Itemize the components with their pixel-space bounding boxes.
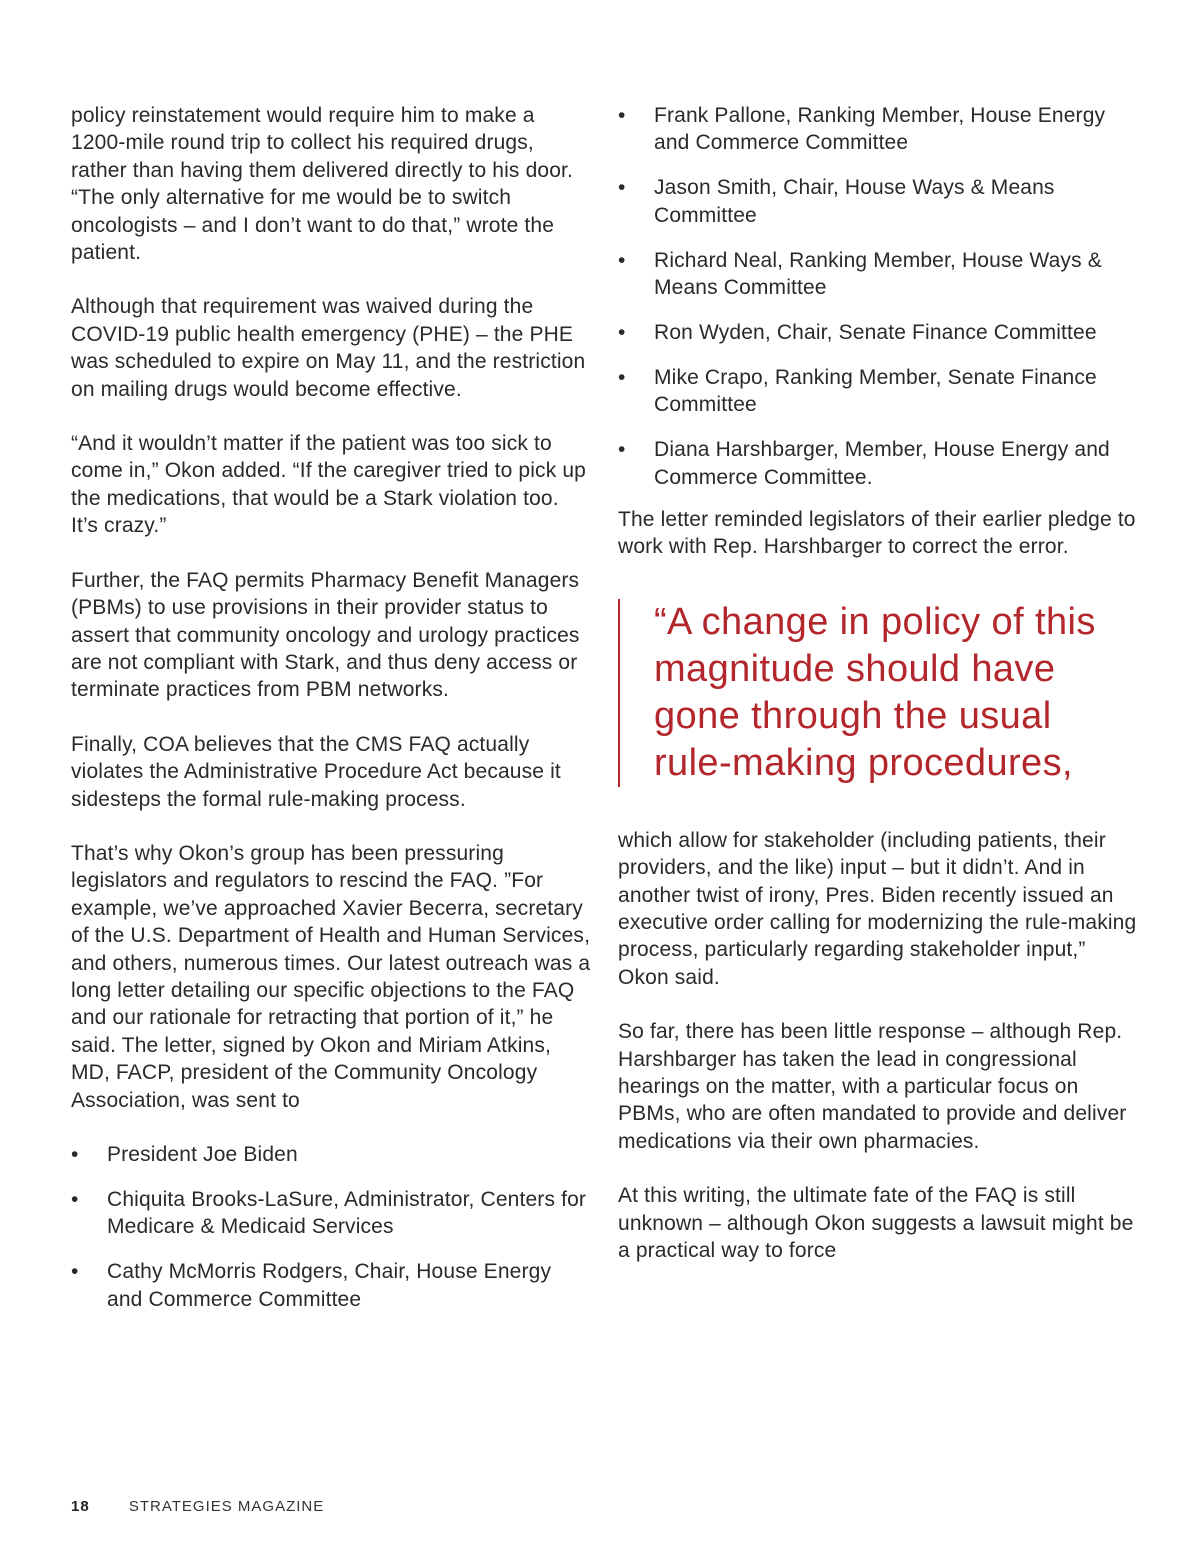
publication-name: STRATEGIES MAGAZINE: [128, 1498, 325, 1515]
body-paragraph: “And it wouldn’t matter if the patient was too sick to come in,” Okon added. “If the caregiver tried to pick up the medications, that would be a Stark violation too. It’s crazy.”: [71, 432, 586, 538]
body-paragraph: So far, there has been little response – although Rep. Harshbarger has taken the lead in congressional hearings on the matter, with a particular focus on PBMs, who are often mandated to provide and deliver medications via their own pharmacies.: [618, 1020, 1127, 1153]
bullet-icon: •: [618, 248, 626, 272]
body-paragraph: Finally, COA believes that the CMS FAQ actually violates the Administrative Procedure Act because it sidesteps the formal rule-making process.: [71, 732, 561, 811]
list-item-text: Diana Harshbarger, Member, House Energy and Commerce Committee.: [654, 438, 1110, 489]
list-item: [618, 364, 1138, 419]
right-column: [618, 102, 1138, 1291]
body-paragraph: which allow for stakeholder (including patients, their providers, and the like) input – but it didn’t. And in another twist of irony, Pres. Biden recently issued an executive order calling for modernizing the rule-making process, particularly regarding stakeholder input,” Okon said.: [618, 828, 1137, 989]
recipient-list: [71, 1141, 591, 1313]
body-paragraph: Although that requirement was waived during the COVID-19 public health emergency (PHE) – the PHE was scheduled to expire on May 11, and the restriction on mailing drugs would become effective.: [71, 295, 586, 401]
list-item: [618, 102, 1138, 157]
list-item-text: Jason Smith, Chair, House Ways & Means Committee: [654, 176, 1055, 227]
list-item: [71, 1141, 591, 1168]
page-number: 18: [71, 1498, 90, 1515]
bullet-icon: •: [71, 1143, 79, 1166]
body-paragraph: Further, the FAQ permits Pharmacy Benefit Managers (PBMs) to use provisions in their provider status to assert that community oncology and urology practices are not compliant with Stark, and thus deny access or terminate practices from PBM networks.: [71, 568, 580, 702]
list-item-text: President Joe Biden: [107, 1143, 298, 1166]
bullet-icon: •: [618, 365, 626, 389]
list-item: [71, 1258, 591, 1313]
bullet-icon: •: [71, 1260, 79, 1284]
body-paragraph: At this writing, the ultimate fate of the FAQ is still unknown – although Okon suggests a lawsuit might be a practical way to force: [618, 1184, 1134, 1263]
recipient-list-continued: [618, 102, 1138, 491]
list-item-text: Cathy McMorris Rodgers, Chair, House Energy and Commerce Committee: [107, 1260, 552, 1311]
list-item: [618, 436, 1138, 491]
list-item-text: Ron Wyden, Chair, Senate Finance Committee: [654, 320, 1097, 344]
list-item: [618, 174, 1138, 229]
pull-quote: “A change in policy of this magnitude should have gone through the usual rule-making procedures,: [618, 599, 1138, 787]
body-paragraph: That’s why Okon’s group has been pressuring legislators and regulators to rescind the FAQ. ”For example, we’ve approached Xavier Becerra, secretary of the U.S. Department of Health and Human Services, and others, numerous times. Our latest outreach was a long letter detailing our specific objections to the FAQ and our rationale for retracting that portion of it,” he said. The letter, signed by Okon and Miriam Atkins, MD, FACP, president of the Community Oncology Association, was sent to: [71, 841, 591, 1112]
list-item: [618, 319, 1138, 346]
page-footer: [71, 1498, 324, 1515]
left-column: [71, 102, 591, 1331]
list-item-text: Frank Pallone, Ranking Member, House Energy and Commerce Committee: [654, 104, 1106, 155]
body-paragraph: The letter reminded legislators of their earlier pledge to work with Rep. Harshbarger to correct the error.: [618, 507, 1136, 559]
bullet-icon: •: [618, 104, 626, 127]
list-item: [618, 247, 1138, 302]
bullet-icon: •: [618, 176, 626, 200]
bullet-icon: •: [618, 438, 626, 462]
body-paragraph: policy reinstatement would require him to make a 1200-mile round trip to collect his required drugs, rather than having them delivered directly to his door. “The only alternative for me would be to switch oncologists – and I don’t want to do that,” wrote the patient.: [71, 104, 574, 265]
list-item-text: Mike Crapo, Ranking Member, Senate Finance Committee: [654, 365, 1097, 417]
list-item-text: Richard Neal, Ranking Member, House Ways & Means Committee: [654, 248, 1102, 300]
bullet-icon: •: [618, 320, 626, 344]
list-item: [71, 1186, 591, 1241]
bullet-icon: •: [71, 1187, 79, 1211]
list-item-text: Chiquita Brooks-LaSure, Administrator, Centers for Medicare & Medicaid Services: [107, 1187, 587, 1239]
